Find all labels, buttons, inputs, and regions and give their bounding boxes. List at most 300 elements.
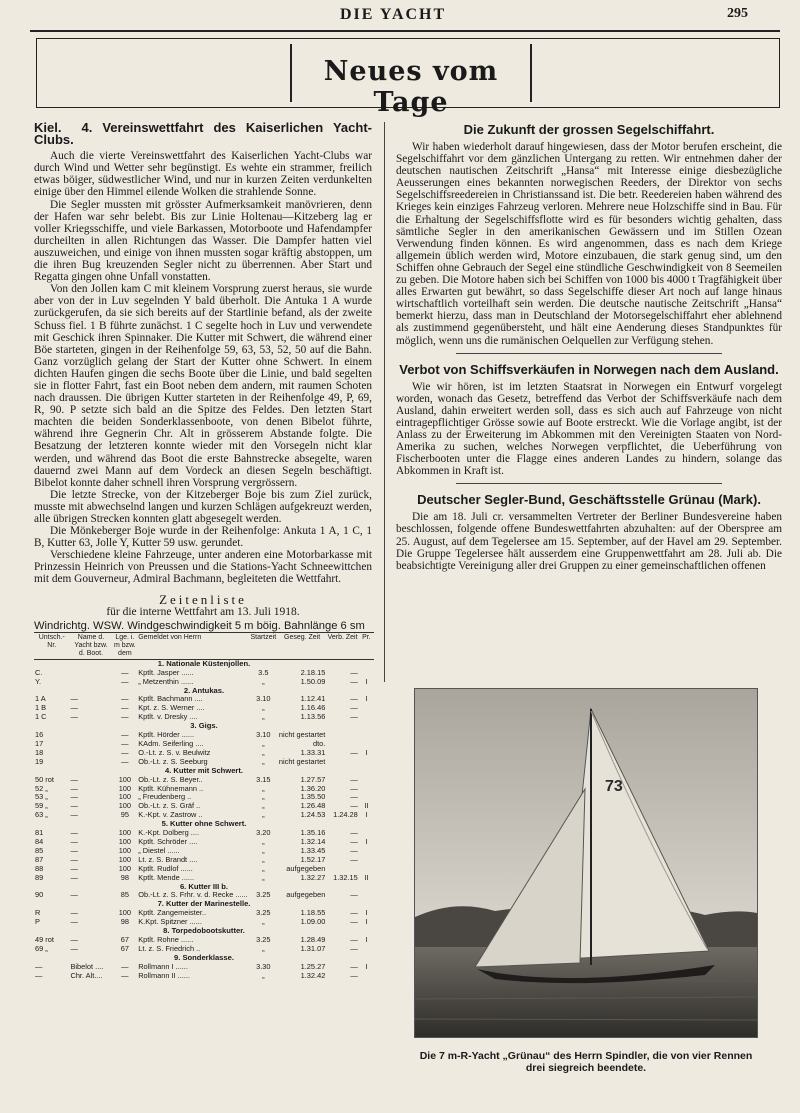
table-cell: 3.10	[256, 731, 271, 740]
table-cell: 17	[35, 740, 44, 748]
table-cell: Kptlt. Bachmann ....	[138, 695, 203, 704]
table-cell: Kptlt. Schröder ....	[138, 837, 198, 846]
table-cell: I	[365, 837, 368, 846]
table-row	[34, 865, 374, 874]
table-cell: 52 „	[35, 784, 48, 793]
class-heading-row	[34, 883, 374, 892]
table-cell	[359, 829, 374, 838]
table-cell: nicht gestartet	[278, 731, 326, 740]
table-cell	[359, 731, 374, 740]
table-row	[34, 793, 374, 802]
class-heading-row	[34, 687, 374, 696]
table-row	[34, 749, 374, 758]
paragraph: Auch die vierte Vereinswettfahrt des Kaiserlichen Yacht-Clubs war durch Wind und Wetter sehr begünstigt. Es wehte ein strammer, freilich etwas böiger, südwestlicher Wind, und nur in kurzen Zeiten verdunkelten einige über den Himmel eilende Wolken die strahlende Sonne.	[34, 150, 372, 199]
table-cell: 98	[120, 918, 129, 927]
table-cell: —	[35, 971, 43, 980]
table-cell: 3.10	[256, 695, 271, 704]
table-cell	[69, 749, 112, 758]
table-cell: „	[262, 784, 265, 793]
table-cell: —	[70, 837, 78, 846]
table-cell	[359, 776, 374, 785]
table-cell	[359, 891, 374, 900]
header-rule	[30, 30, 780, 32]
table-cell: „	[262, 864, 265, 873]
table-cell: 100	[118, 837, 132, 846]
table-cell: —	[70, 935, 78, 944]
table-cell: aufgegeben	[286, 864, 326, 873]
table-cell: —	[350, 793, 358, 802]
table-cell: 1.32.15	[333, 873, 358, 882]
photo-caption: Die 7 m-R-Yacht „Grünau“ des Herrn Spindler, die von vier Rennen drei siegreich beendete.	[419, 1050, 753, 1074]
table-cell: „	[262, 811, 265, 820]
results-title: Zeitenliste	[159, 591, 247, 607]
paragraph: Die Segler mussten mit grösster Aufmerksamkeit manövrieren, denn der Hafen war sehr belebt. Bis zur Linie Holtenau—Kitzeberg lag er voller Kriegsschiffe, und viele Barkassen, Motorboote und Hafendampfer durcheilten in allen Richtungen das Wasser. Die Dampfer hatten viel auszuweichen, und einige von ihnen mussten sogar kräftig abstoppen, um die ihren Bug kreuzenden Segler nicht zu überrennen. Aber Start und Regatta gingen ohne Unfall vonstatten.	[34, 198, 372, 284]
table-row	[34, 669, 374, 678]
journal-title: DIE YACHT	[340, 6, 447, 23]
table-row	[34, 713, 374, 722]
table-cell: 87	[35, 855, 44, 864]
table-cell: 1.35.50	[300, 793, 326, 802]
table-cell: —	[70, 713, 78, 722]
table-row	[34, 776, 374, 785]
table-row	[34, 838, 374, 847]
table-cell: 1.13.56	[300, 713, 326, 722]
class-heading-row	[34, 659, 374, 668]
table-row	[34, 829, 374, 838]
table-cell: 81	[35, 829, 44, 838]
paragraph: Verschiedene kleine Fahrzeuge, unter anderen eine Motorbarkasse mit Prinzessin Heinrich von Preussen und die Stations-Yacht Schneewittchen mit dem Gouverneur, Admiral Bachmann, begleiteten die Wettfahrt.	[34, 549, 372, 586]
table-row	[34, 678, 374, 687]
masthead	[0, 4, 800, 26]
table-cell: —	[350, 855, 358, 864]
table-cell: 53 „	[35, 793, 48, 802]
section-title-frame	[290, 44, 532, 118]
table-cell: 50 rot	[35, 775, 54, 784]
class-heading: 1. Nationale Küstenjollen.	[157, 659, 251, 668]
table-cell: I	[365, 677, 368, 686]
table-cell: 1.33.45	[300, 846, 326, 855]
table-cell: —	[70, 918, 78, 927]
table-cell: 18	[35, 748, 44, 757]
table-cell: I	[365, 748, 368, 757]
table-cell: 1.12.41	[300, 695, 326, 704]
table-row	[34, 936, 374, 945]
table-cell: 1.36.20	[300, 784, 326, 793]
table-cell: 69 „	[35, 944, 48, 953]
table-row	[34, 918, 374, 927]
class-heading: 9. Sonderklasse.	[174, 953, 234, 962]
table-cell: —	[350, 935, 358, 944]
table-cell: 1.31.07	[300, 944, 326, 953]
table-row	[34, 785, 374, 794]
table-cell: —	[121, 713, 129, 722]
table-cell: 3.5	[258, 668, 269, 677]
table-cell: Kptlt. Rohne ......	[138, 935, 194, 944]
class-heading-row	[34, 820, 374, 829]
column-header: Startzeit	[249, 632, 278, 659]
table-cell	[326, 865, 358, 874]
table-cell: Chr. Alt....	[70, 971, 103, 980]
article-headline: Die Zukunft der grossen Segelschiffahrt.	[463, 122, 715, 137]
table-cell: —	[70, 811, 78, 820]
table-cell: —	[121, 740, 129, 748]
table-cell: 67	[120, 935, 129, 944]
table-cell: —	[70, 873, 78, 882]
table-cell	[359, 945, 374, 954]
class-heading: 8. Torpedobootskutter.	[163, 927, 245, 936]
table-cell: Lt. z. S. Brandt ....	[138, 855, 198, 864]
table-cell: 3.20	[256, 829, 271, 838]
results-subtitle: für die interne Wettfahrt am 13. Juli 1918.	[106, 605, 300, 618]
paragraph: Die Mönkeberger Boje wurde in der Reihenfolge: Ankuta 1 A, 1 C, 1 B, Kutter 63, Jolle Y, Kutter 59 usw. gerundet.	[34, 525, 372, 550]
table-cell: —	[70, 775, 78, 784]
table-cell	[326, 758, 358, 767]
table-cell: 63 „	[35, 811, 48, 820]
sailboat-image	[415, 689, 757, 1037]
yacht-photo	[414, 688, 758, 1038]
table-row	[34, 856, 374, 865]
table-cell: aufgegeben	[286, 891, 326, 900]
table-cell: „	[262, 704, 265, 713]
table-cell: 1.24.53	[300, 811, 326, 820]
table-row	[34, 909, 374, 918]
table-cell: I	[365, 918, 368, 927]
section-banner	[36, 38, 780, 118]
table-cell: —	[121, 677, 129, 686]
table-cell: —	[350, 748, 358, 757]
table-cell: —	[121, 695, 129, 704]
table-cell: 1.26.48	[300, 802, 326, 811]
table-cell: 1.33.31	[300, 748, 326, 757]
table-row	[34, 704, 374, 713]
table-cell: 1.24.28	[333, 811, 358, 820]
column-header: Verb. Zeit	[326, 632, 358, 659]
table-cell: 3.25	[256, 891, 271, 900]
class-heading: 4. Kutter mit Schwert.	[164, 766, 244, 775]
table-cell: I	[365, 935, 368, 944]
table-cell	[359, 785, 374, 794]
paragraph: Die am 18. Juli cr. versammelten Vertreter der Berliner Bundesvereine haben beschlossen, folgende offene Bundeswettfahrten abzuhalten: auf der Oberspree am 25. August, auf dem Tegelersee am 15. September, auf der Havel am 29. September. Die Gruppe Tegelersee hält ausserdem eine Gruppenwettfahrt am 28. Juli ab. Die beabsichtigte Vereinigung aller drei Gruppen zu einer gemeinschaftlichen offenen	[396, 511, 782, 572]
table-cell: 100	[118, 846, 132, 855]
table-cell: „	[262, 918, 265, 927]
table-cell	[326, 740, 358, 749]
table-cell	[359, 865, 374, 874]
table-cell: „	[262, 802, 265, 811]
table-cell: 1.25.27	[300, 962, 326, 971]
table-cell: C.	[35, 668, 43, 677]
table-cell: —	[350, 784, 358, 793]
kiel-headline	[34, 122, 372, 146]
table-cell: —	[121, 704, 129, 713]
class-heading-row	[34, 767, 374, 776]
table-row	[34, 963, 374, 972]
table-cell	[69, 731, 112, 740]
paragraph: Wie wir hören, ist im letzten Staatsrat in Norwegen ein Entwurf vorgelegt worden, wonach das Gesetz, betreffend das Verbot der Schiffsverkäufe nach dem Ausland, dahin erweitert werden soll, dass es sich auch auf Fahrzeuge von nicht eintragepflichtiger Grösse sowie auf Boote erstreckt. Wie die Vorlage angibt, ist der Anlass zu der Erweiterung im Abkommen mit den Vereinigten Staaten von Nord-Amerika zu suchen, welches Norwegen verpflichtet, die Ueberführung von Fischerbooten unter die Flagge eines anderen Landes zu hindern, solange das Abkommen in Kraft ist.	[396, 380, 782, 478]
table-cell: P	[35, 918, 40, 927]
table-cell	[359, 793, 374, 802]
column-header: Gemeldet von Herrn	[137, 632, 249, 659]
table-row	[34, 695, 374, 704]
table-cell: —	[350, 802, 358, 811]
table-cell: Kptlt. Hörder ......	[138, 731, 195, 740]
class-heading: 3. Gigs.	[190, 722, 218, 731]
article-separator	[456, 477, 722, 484]
table-cell: Kptlt. v. Dresky ....	[138, 713, 198, 722]
article-headline: Deutscher Segler-Bund, Geschäftsstelle Grünau (Mark).	[417, 492, 761, 508]
table-cell: —	[121, 757, 129, 766]
table-cell: R	[35, 909, 41, 918]
table-cell: 3.25	[256, 935, 271, 944]
table-cell: —	[70, 704, 78, 713]
table-cell: 100	[118, 793, 132, 802]
table-cell: „ Freudenberg ..	[138, 793, 192, 802]
table-cell: I	[365, 695, 368, 704]
table-cell: 3.30	[256, 962, 271, 971]
table-cell: 49 rot	[35, 935, 54, 944]
table-cell: „	[262, 793, 265, 802]
table-cell: 59 „	[35, 802, 48, 811]
table-cell: 100	[118, 802, 132, 811]
column-divider	[384, 122, 385, 682]
page-number: 295	[727, 6, 748, 21]
table-cell	[69, 669, 112, 678]
table-cell: Kptlt. Rudlof ......	[138, 864, 193, 873]
table-cell	[359, 669, 374, 678]
table-cell: 1.32.42	[300, 971, 326, 980]
table-cell: —	[70, 829, 78, 838]
article-separator	[456, 347, 722, 354]
class-heading: 6. Kutter III b.	[179, 882, 229, 891]
table-cell	[69, 678, 112, 687]
table-cell: I	[365, 909, 368, 918]
table-cell: Kptlt. Jasper ......	[138, 668, 194, 677]
article-headline: 4. Vereinswettfahrt des Kaiserlichen Yacht-Clubs.	[34, 120, 372, 148]
table-cell: —	[70, 802, 78, 811]
table-cell: 100	[118, 909, 132, 918]
table-cell: 1.16.46	[300, 704, 326, 713]
class-heading-row	[34, 722, 374, 731]
table-cell	[69, 758, 112, 767]
table-cell: 98	[120, 873, 129, 882]
table-cell: K.-Kpt. Dolberg ....	[138, 829, 200, 838]
class-heading-row	[34, 900, 374, 909]
table-cell: 84	[35, 837, 44, 846]
table-cell: 95	[120, 811, 129, 820]
table-cell: 100	[118, 855, 132, 864]
table-row	[34, 945, 374, 954]
table-cell: Kptlt. Kühnemann ..	[138, 784, 204, 793]
table-cell: Lt. z. S. Friedrich ..	[138, 944, 201, 953]
table-cell: 85	[35, 846, 44, 855]
table-cell: „	[262, 971, 265, 980]
class-heading: 5. Kutter ohne Schwert.	[161, 820, 247, 829]
table-row	[34, 811, 374, 820]
table-cell: Ob.-Lt. z. S. Beyer..	[138, 775, 203, 784]
table-cell: „	[262, 873, 265, 882]
table-cell: KAdm. Seiferling ....	[138, 740, 204, 748]
results-table	[34, 632, 374, 981]
table-cell: —	[70, 695, 78, 704]
table-cell	[359, 713, 374, 722]
table-row	[34, 802, 374, 811]
table-cell: 88	[35, 864, 44, 873]
table-cell: 1 A	[35, 695, 46, 704]
column-header: Geseg. Zeit	[278, 632, 326, 659]
table-cell	[69, 740, 112, 749]
table-cell	[326, 731, 358, 740]
section-title: Neues vom Tage	[323, 56, 499, 118]
table-cell: „	[262, 757, 265, 766]
table-row	[34, 847, 374, 856]
table-cell: —	[70, 909, 78, 918]
table-row	[34, 972, 374, 981]
table-cell: —	[121, 962, 129, 971]
table-cell: „	[262, 846, 265, 855]
table-cell: 100	[118, 829, 132, 838]
table-cell: —	[70, 784, 78, 793]
table-cell: K.-Kpt. v. Zastrow ..	[138, 811, 203, 820]
table-cell: „	[262, 944, 265, 953]
table-cell: Kptlt. Mende ......	[138, 873, 195, 882]
table-cell: Ob.-Lt. z. S. Seeburg	[138, 757, 208, 766]
table-cell: —	[350, 962, 358, 971]
wind-conditions: Windrichtg. WSW. Windgeschwindigkeit 5 m böig. Bahnlänge 6 sm	[34, 619, 365, 632]
table-cell: —	[35, 962, 43, 971]
table-cell: Y.	[35, 677, 42, 686]
table-cell: 90	[35, 891, 44, 900]
table-cell: Ob.-Lt. z. S. Frhr. v. d. Recke ......	[138, 891, 248, 900]
class-heading-row	[34, 927, 374, 936]
table-cell: —	[121, 748, 129, 757]
table-cell: „	[262, 740, 265, 748]
table-cell: —	[350, 909, 358, 918]
table-cell: 1.35.16	[300, 829, 326, 838]
table-cell: II	[364, 802, 369, 811]
table-cell: —	[350, 704, 358, 713]
table-cell: 3.15	[256, 775, 271, 784]
table-cell: 1.28.49	[300, 935, 326, 944]
table-cell: 67	[120, 944, 129, 953]
table-cell: —	[350, 846, 358, 855]
table-cell: —	[121, 668, 129, 677]
column-header: Name d. Yacht bzw. d. Boot.	[69, 632, 112, 659]
article-place: Kiel.	[34, 120, 62, 135]
table-cell: Rollmann I ......	[138, 962, 188, 971]
table-cell: 1.52.17	[300, 855, 326, 864]
table-cell: —	[70, 793, 78, 802]
table-cell: „ Metzenthin ......	[138, 677, 194, 686]
table-cell: O.-Lt. z. S. v. Beulwitz	[138, 748, 211, 757]
table-cell: —	[70, 846, 78, 855]
table-cell: —	[350, 971, 358, 980]
left-column	[34, 122, 372, 980]
table-cell: —	[350, 677, 358, 686]
table-cell	[359, 740, 374, 749]
table-cell: Rollmann II ......	[138, 971, 190, 980]
table-cell: —	[70, 944, 78, 953]
table-cell: —	[350, 668, 358, 677]
class-heading-row	[34, 954, 374, 963]
table-cell: 89	[35, 873, 44, 882]
table-cell: 85	[120, 891, 129, 900]
table-cell: 100	[118, 864, 132, 873]
table-cell: —	[350, 944, 358, 953]
table-cell: 3.25	[256, 909, 271, 918]
table-cell: Ob.-Lt. z. S. Gräf ..	[138, 802, 201, 811]
table-row	[34, 740, 374, 749]
table-cell: „ Diestel ......	[138, 846, 180, 855]
sail-number: 73	[605, 778, 623, 795]
table-cell: 2.18.15	[300, 668, 326, 677]
class-heading: 2. Antukas.	[183, 686, 225, 695]
table-cell: Kpt. z. S. Werner ....	[138, 704, 205, 713]
results-header-row	[34, 632, 374, 659]
table-cell: I	[365, 962, 368, 971]
table-cell: nicht gestartet	[278, 757, 326, 766]
right-column	[396, 122, 782, 572]
table-cell: 1.32.14	[300, 837, 326, 846]
table-cell: —	[121, 731, 129, 740]
column-header: Pr.	[359, 632, 374, 659]
article-headline: Verbot von Schiffsverkäufen in Norwegen nach dem Ausland.	[399, 361, 779, 377]
table-cell	[359, 856, 374, 865]
table-cell: I	[365, 811, 368, 820]
table-cell	[359, 704, 374, 713]
table-cell: 1.50.09	[300, 677, 326, 686]
table-cell: —	[350, 695, 358, 704]
table-cell: 1.27.57	[300, 775, 326, 784]
table-cell: 100	[118, 784, 132, 793]
table-cell: —	[70, 864, 78, 873]
paragraph: Von den Jollen kam C mit kleinem Vorsprung zuerst heraus, sie wurde aber von der in Luv segelnden Y bald überholt. Die Antuka 1 A wurde zurückgerufen, da sie sich bereits auf der Startlinie befand, als der zweite Schuss fiel. 1 B führte zunächst. 1 C segelte hoch in Luv und verwendete mit Geschick ihren Spinnaker. Die Kutter mit Schwert, die während einer Böe starteten, gingen in der Reihenfolge 59, 63, 53, 52, 50 auf die Bahn. Ganz vorzüglich gelang der Start der Kutter ohne Schwert. In einem dichten Haufen gingen die sechs Boote über die Linie, und bald segelten sie in flotter Fahrt, fast ein Boot neben dem andern, mit raumen Schoten nach draussen. Die übrigen Kutter starteten in der Reihenfolge 49, P, 69, R, 90. P setzte sich bald an die Spitze des Feldes. Den letzten Start machten die beiden Sonderklassenboote, von denen Bibelot führte, während ihre Gegnerin Chr. Alt in grösserem Abstande folgte. Die Besatzung der letzteren konnte wieder mit den Vorsegeln nicht klar werden, und während das Boot die erste Bahnstrecke absegelte, waren dauernd zwei Mann auf dem Vordeck an diesen Segeln beschäftigt. Bibelot konnte daher schnell ihren Vorsprung vergrössern.	[34, 283, 372, 489]
table-cell: Bibelot ....	[70, 962, 104, 971]
table-cell: 19	[35, 757, 44, 766]
table-row	[34, 731, 374, 740]
table-cell: 1.32.27	[300, 873, 326, 882]
table-cell	[359, 972, 374, 981]
table-row	[34, 891, 374, 900]
table-cell: —	[121, 971, 129, 980]
table-cell: „	[262, 748, 265, 757]
table-cell: —	[350, 837, 358, 846]
table-cell	[359, 758, 374, 767]
table-cell: „	[262, 713, 265, 722]
table-cell: 16	[35, 731, 44, 740]
column-header: Lge. i. m bzw. dem	[113, 632, 138, 659]
table-cell: 1 C	[35, 713, 47, 722]
table-cell: —	[350, 713, 358, 722]
table-cell: 1.18.55	[300, 909, 326, 918]
column-header: Untsch.-Nr.	[34, 632, 69, 659]
table-cell: 100	[118, 775, 132, 784]
table-cell: „	[262, 855, 265, 864]
paragraph: Wir haben wiederholt darauf hingewiesen, dass der Motor berufen erscheint, die Segelschiffahrt vor dem gänzlichen Untergang zu retten. Wir entnehmen daher der deutschen nautischen Zeitschrift „Hansa“ mit Interesse einige diesbezügliche Aeusserungen eines bekannten norwegischen Reeders, der Direktor von sechs Segelschiffsreedereien in Christianssand ist. Die betr. Reedereien haben während des Krieges kein einziges Fahrzeug verloren. Mehrere neue Holzschiffe sind in Bau. Für die Erhaltung der Segelschiffsflotte wird es für besonders wichtig gehalten, dass sämtliche Segler in den amerikanischen Gewässern und im Stillen Ozean Verwendung finden können. Es wird angenommen, dass es nach dem Kriege allgemein üblich werden wird, Motore einzubauen, die stark genug sind, um den Schiffen ohne Gebrauch der Segel eine stündliche Geschwindigkeit von 8 Seemeilen zu geben. Die Motore haben sich bei Schiffen von 1000 bis 4000 t Tragfähigkeit über alles Erwarten gut bewährt, so dass Segelschiffe dieser Art noch auf lange hinaus wirtschaftlich vorteilhaft sein werden. Die deutsche nautische Zeitschrift „Hansa“ bemerkt hierzu, dass man in Deutschland der Motorsegelschiffahrt eher ablehnend als zustimmend gegenübersteht, und hält eine Aenderung dieses Standpunktes für möglich, wenn uns die rumänischen Oelquellen zur Verfügung stehen.	[396, 141, 783, 347]
table-cell: dto.	[312, 740, 326, 748]
table-cell: „	[262, 677, 265, 686]
table-cell: —	[350, 918, 358, 927]
table-cell: —	[350, 891, 358, 900]
table-cell: Kptlt. Zangemeister..	[138, 909, 206, 918]
table-cell: K.Kpt. Spitzner ......	[138, 918, 202, 927]
table-row	[34, 758, 374, 767]
table-row	[34, 874, 374, 883]
table-cell: —	[350, 829, 358, 838]
table-cell: 1.09.00	[300, 918, 326, 927]
table-cell: —	[350, 775, 358, 784]
table-cell: —	[70, 855, 78, 864]
table-cell	[359, 847, 374, 856]
paragraph: Die letzte Strecke, von der Kitzeberger Boje bis zum Ziel zurück, musste mit abwechselnd langen und kurzen Schlägen aufgekreuzt werden, alle übrigen Strecken konnten glatt abgesegelt werden.	[34, 488, 372, 525]
